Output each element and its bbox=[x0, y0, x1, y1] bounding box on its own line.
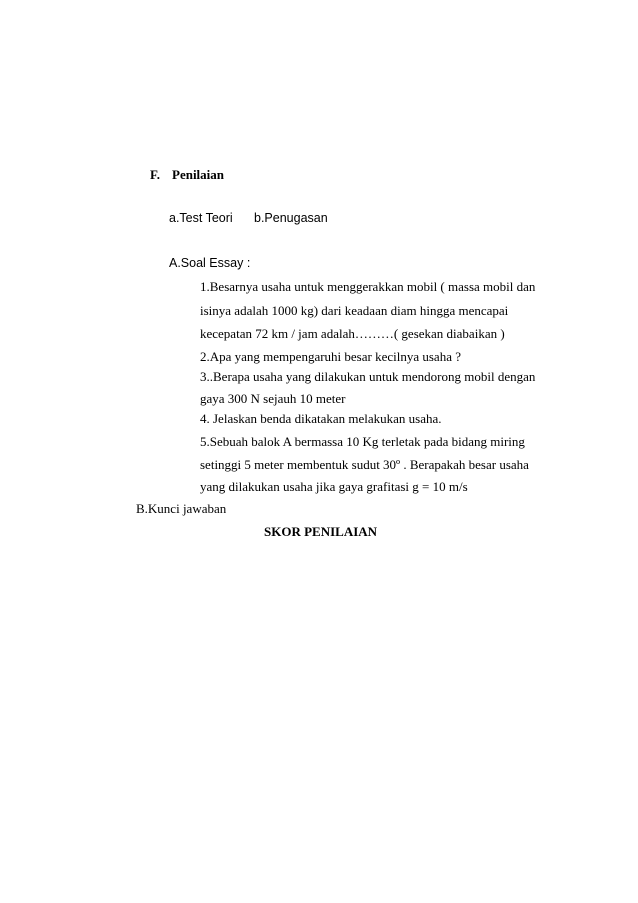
assessment-type-theory: a.Test Teori bbox=[169, 211, 233, 225]
essay-line: 5.Sebuah balok A bermassa 10 Kg terletak pada bidang miring bbox=[200, 434, 525, 449]
essay-line: 3..Berapa usaha yang dilakukan untuk mendorong mobil dengan bbox=[200, 369, 536, 384]
essay-line: gaya 300 N sejauh 10 meter bbox=[200, 391, 346, 406]
essay-line: 1.Besarnya usaha untuk menggerakkan mobil ( massa mobil dan bbox=[200, 279, 536, 294]
essay-line: 4. Jelaskan benda dikatakan melakukan usaha. bbox=[200, 411, 442, 426]
section-letter: F. bbox=[150, 167, 160, 182]
essay-heading: A.Soal Essay : bbox=[169, 256, 251, 270]
essay-line: kecepatan 72 km / jam adalah………( gesekan diabaikan ) bbox=[200, 326, 505, 341]
essay-line: isinya adalah 1000 kg) dari keadaan diam hingga mencapai bbox=[200, 303, 509, 318]
answer-key-heading: B.Kunci jawaban bbox=[136, 501, 227, 516]
assessment-type-assignment: b.Penugasan bbox=[254, 211, 328, 225]
essay-line: 2.Apa yang mempengaruhi besar kecilnya usaha ? bbox=[200, 349, 461, 364]
essay-line: yang dilakukan usaha jika gaya grafitasi g = 10 m/s bbox=[200, 479, 468, 494]
essay-line: setinggi 5 meter membentuk sudut 30º . Berapakah besar usaha bbox=[200, 457, 529, 472]
section-title: Penilaian bbox=[172, 167, 225, 182]
score-heading: SKOR PENILAIAN bbox=[264, 524, 378, 539]
